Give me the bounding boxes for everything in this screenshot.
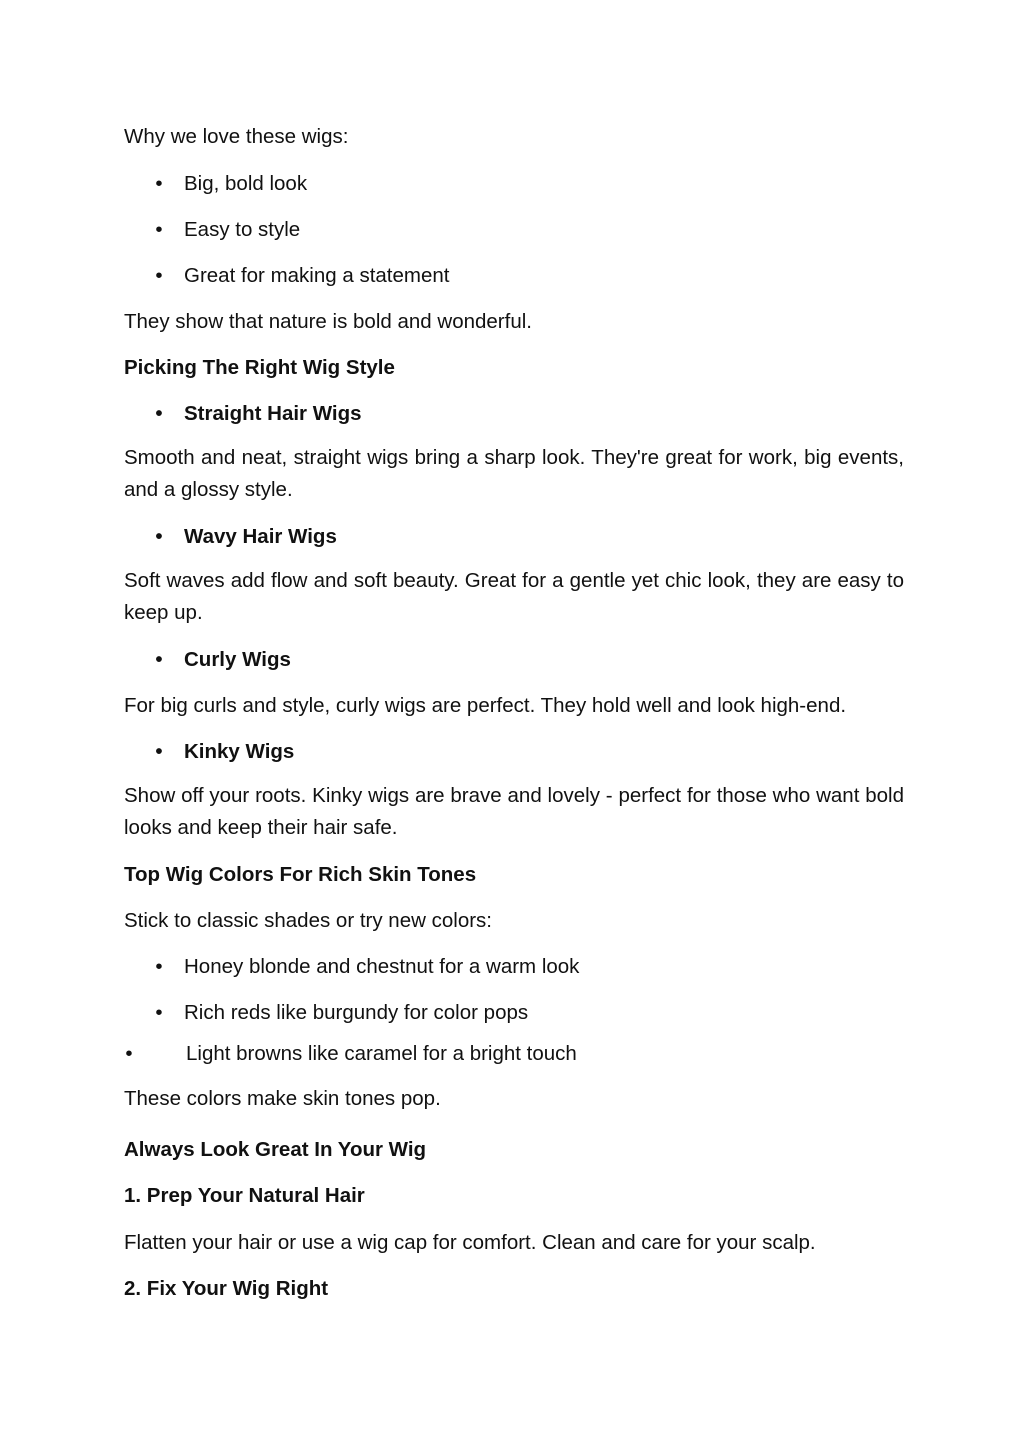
- list-item-text: Light browns like caramel for a bright touch: [186, 1042, 577, 1065]
- bullet-icon: •: [155, 1001, 163, 1024]
- bullet-icon: •: [155, 740, 163, 763]
- subheading-kinky: Kinky Wigs: [184, 740, 295, 763]
- list-item-text: Honey blonde and chestnut for a warm look: [184, 955, 580, 978]
- bullet-icon: •: [155, 264, 163, 287]
- subheading-curly: Curly Wigs: [184, 648, 291, 671]
- list-item-text: Big, bold look: [184, 172, 308, 195]
- bullet-icon: •: [155, 218, 163, 241]
- step-heading-2: 2. Fix Your Wig Right: [124, 1277, 329, 1300]
- bullet-icon: •: [155, 955, 163, 978]
- section-heading-style: Picking The Right Wig Style: [124, 356, 395, 379]
- list-item-text: Rich reds like burgundy for color pops: [184, 1001, 529, 1024]
- section-heading-look: Always Look Great In Your Wig: [124, 1138, 427, 1161]
- list-item-text: Great for making a statement: [184, 264, 450, 287]
- kinky-text: Show off your roots. Kinky wigs are brave and lovely - perfect for those who want bold looks and keep their hair safe.: [124, 784, 904, 839]
- intro-label: Why we love these wigs:: [124, 125, 349, 148]
- step-heading-1: 1. Prep Your Natural Hair: [124, 1184, 365, 1207]
- step-1-text: Flatten your hair or use a wig cap for comfort. Clean and care for your scalp.: [124, 1231, 816, 1254]
- bullet-icon: •: [155, 402, 163, 425]
- straight-text: Smooth and neat, straight wigs bring a sharp look. They're great for work, big events, and a glossy style.: [124, 446, 904, 501]
- bullet-icon: •: [155, 172, 163, 195]
- bullet-icon: •: [155, 525, 163, 548]
- colors-summary: These colors make skin tones pop.: [124, 1087, 441, 1110]
- curly-text: For big curls and style, curly wigs are perfect. They hold well and look high-end.: [124, 694, 847, 717]
- bullet-icon: •: [155, 648, 163, 671]
- subheading-straight: Straight Hair Wigs: [184, 402, 362, 425]
- wavy-text: Soft waves add flow and soft beauty. Great for a gentle yet chic look, they are easy to keep up.: [124, 569, 904, 624]
- colors-intro: Stick to classic shades or try new colors:: [124, 909, 492, 932]
- love-summary: They show that nature is bold and wonderful.: [124, 310, 532, 333]
- section-heading-colors: Top Wig Colors For Rich Skin Tones: [124, 863, 477, 886]
- bullet-icon: •: [125, 1042, 133, 1065]
- subheading-wavy: Wavy Hair Wigs: [184, 525, 337, 548]
- list-item-text: Easy to style: [184, 218, 301, 241]
